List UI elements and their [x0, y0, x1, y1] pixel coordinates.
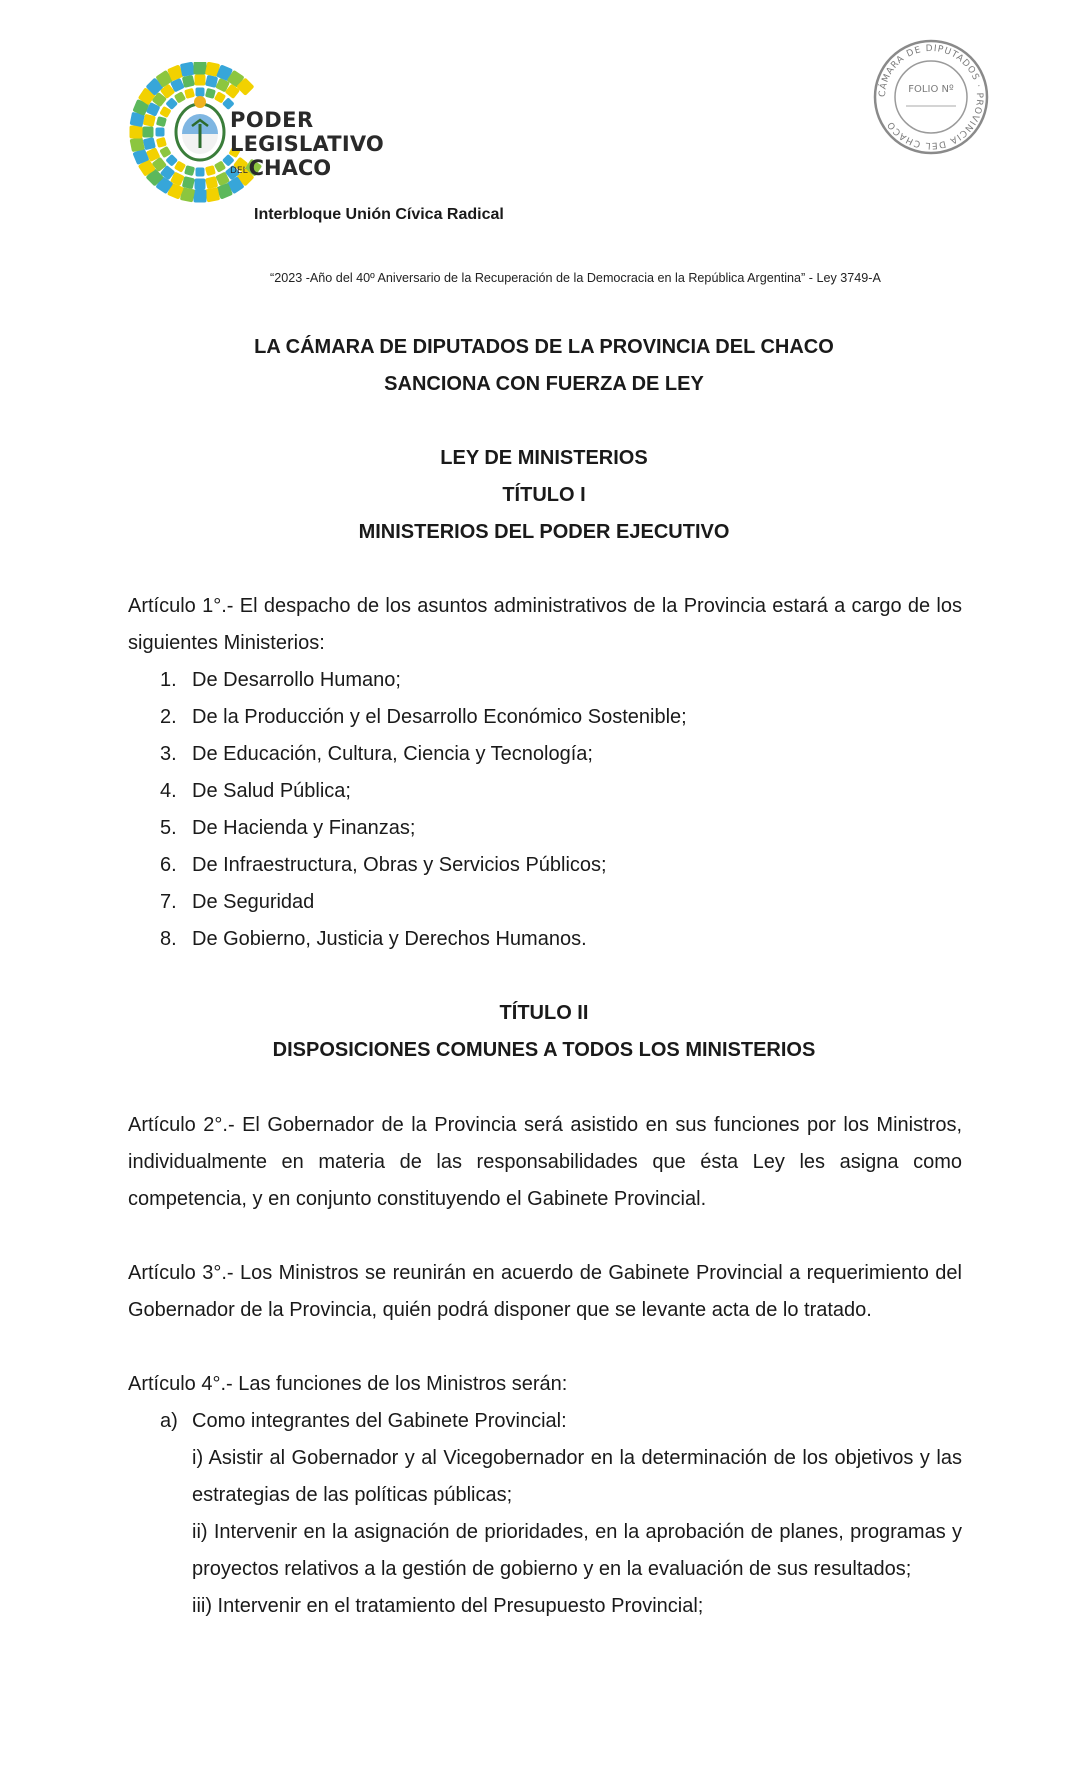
ministry-item	[128, 662, 962, 699]
logo-line-3	[230, 156, 384, 183]
bloc-name: Interbloque Unión Cívica Radical	[254, 206, 504, 223]
law-title: LEY DE MINISTERIOS	[440, 447, 648, 469]
stamp-ring-text: CÁMARA DE DIPUTADOS · PROVINCIA DEL CHACO	[877, 43, 985, 151]
title-2-name: DISPOSICIONES COMUNES A TODOS LOS MINISTERIOS	[272, 1039, 816, 1061]
ministry-number: 4.	[160, 780, 177, 802]
list-item-text: Como integrantes del Gabinete Provincial:	[192, 1410, 567, 1432]
provincial-shield-icon	[176, 96, 224, 160]
ministry-name: De Desarrollo Humano;	[192, 669, 401, 691]
logo-line-2: LEGISLATIVO	[230, 132, 384, 156]
ministry-name: De Gobierno, Justicia y Derechos Humanos.	[192, 928, 587, 950]
article-4: Artículo 4°.- Las funciones de los Ministros serán:	[128, 1373, 568, 1395]
ministry-number: 6.	[160, 854, 177, 876]
ministry-number: 1.	[160, 669, 177, 691]
title-1: TÍTULO I	[502, 484, 586, 506]
article-4-list	[128, 1403, 962, 1440]
ministry-item	[128, 884, 962, 921]
logo-del: DEL	[230, 166, 248, 176]
list-item-label: a)	[160, 1410, 178, 1432]
article-1: Artículo 1°.- El despacho de los asuntos administrativos de la Provincia estará a cargo de los siguientes Ministerios:	[128, 595, 962, 654]
logo-chaco: CHACO	[248, 156, 332, 180]
ministry-item	[128, 847, 962, 884]
subitem-ii: ii) Intervenir en la asignación de prioridades, en la aprobación de planes, programas y proyectos relativos a la gestión de gobierno y en la evaluación de sus resultados;	[192, 1521, 962, 1580]
ministry-item	[128, 773, 962, 810]
subitem-i: i) Asistir al Gobernador y al Vicegobernador en la determinación de los objetivos y las estrategias de las políticas públicas;	[192, 1447, 962, 1506]
ministry-name: De Salud Pública;	[192, 780, 351, 802]
heading-sanciona: SANCIONA CON FUERZA DE LEY	[384, 373, 704, 395]
ministry-item	[128, 921, 962, 958]
ministry-number: 8.	[160, 928, 177, 950]
logo-line-1: PODER	[230, 108, 314, 132]
ministry-item	[128, 736, 962, 773]
ministry-item	[128, 699, 962, 736]
ministry-number: 5.	[160, 817, 177, 839]
ministry-number: 7.	[160, 891, 177, 913]
logo-wordmark	[230, 108, 384, 183]
title-1-name: MINISTERIOS DEL PODER EJECUTIVO	[358, 521, 730, 543]
ministry-name: De Hacienda y Finanzas;	[192, 817, 416, 839]
article-4-subitems	[192, 1440, 962, 1625]
title-2: TÍTULO II	[499, 1002, 589, 1024]
ministry-name: De Seguridad	[192, 891, 315, 913]
folio-stamp	[872, 38, 990, 156]
ministries-list	[128, 662, 962, 958]
ministry-name: De la Producción y el Desarrollo Económico Sostenible;	[192, 706, 687, 728]
article-3: Artículo 3°.- Los Ministros se reunirán en acuerdo de Gabinete Provincial a requerimiento del Gobernador de la Provincia, quién podrá disponer que se levante acta de lo tratado.	[128, 1262, 962, 1321]
article-2: Artículo 2°.- El Gobernador de la Provincia será asistido en sus funciones por los Ministros, individualmente en materia de las responsabilidades que ésta Ley les asigna como competencia, y en conjunto constituyendo el Gabinete Provincial.	[128, 1114, 962, 1210]
subitem-iii: iii) Intervenir en el tratamiento del Presupuesto Provincial;	[192, 1595, 704, 1617]
ministry-item	[128, 810, 962, 847]
list-item	[128, 1403, 962, 1440]
svg-text:CÁMARA DE DIPUTADOS · PROVINCI	[877, 44, 984, 150]
year-motto: “2023 -Año del 40º Aniversario de la Recuperación de la Democracia en la República Argentina” - Ley 3749-A	[270, 271, 881, 285]
ministry-number: 2.	[160, 706, 177, 728]
ministry-number: 3.	[160, 743, 177, 765]
heading-chamber: LA CÁMARA DE DIPUTADOS DE LA PROVINCIA DEL CHACO	[254, 336, 834, 358]
stamp-folio: FOLIO Nº	[908, 84, 954, 95]
ministry-name: De Infraestructura, Obras y Servicios Públicos;	[192, 854, 607, 876]
ministry-name: De Educación, Cultura, Ciencia y Tecnología;	[192, 743, 593, 765]
